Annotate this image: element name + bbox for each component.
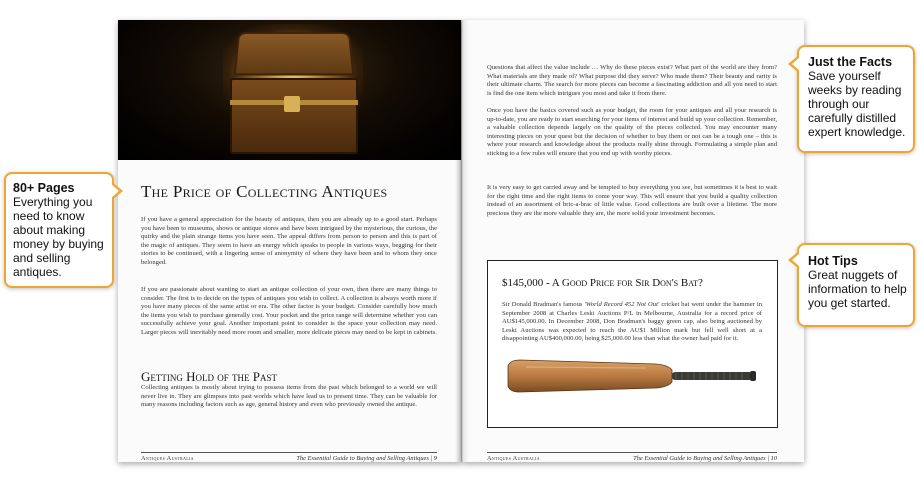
cricket-bat-image <box>506 356 758 396</box>
right-page <box>462 20 804 462</box>
patience-paragraph: It is very easy to get carried away and be tempted to buy everything you see, but sometimes it is best to wait for the right time and the right items to come your way. This will ensure that you build a quality collection instead of an assortment of bric-a-brac of little value. Good collections are built over a lifetime. The more precious they are the more valuable they are, the more solid your investment becomes. <box>487 184 777 217</box>
footer-brand: Antiques Australia <box>487 455 540 462</box>
article-text: Sir Donald Bradman's famous 'World Record 452 Not Out' cricket bat went under the hammer in September 2008 at Charles Leski Auctions P/L in Melbourne, Australia for a record price of AU$145,000.00. In December 2008, Don Bradman's baggy green cap, also being auctioned by Leski Auctions was expected to reach the AU$1 Million mark but fell well short at a disappointing AU$400,000.00, being $25,000.00 less than what the owner had paid for it. <box>502 301 762 343</box>
bradman-bat-article <box>487 260 778 428</box>
callout-just-the-facts <box>797 45 915 153</box>
intro-paragraph: If you have a general appreciation for the beauty of antiques, then you are already up to a good start. Perhaps you have been to museums, shows or antique stores and have been intrigued by the mysterious, the curious, the quirky and the plain strange items you have seen. The appeal differs from person to person and this is part of the magic of antiques. They seem to have an energy which speaks to people in various ways, begging for their stories to be continued, with a lingering sense of anonymity of where they have been and to whom they once belonged. <box>141 216 437 266</box>
value-questions-paragraph: Questions that affect the value include … Why do these pieces exist? What part of the world are they from? What materials are they made of? What purpose did they serve? Who made them? Their beauty and rarity is their ultimate charm. The search for more pieces can become a fascinating addiction and all you need to start is find the one item which intrigues you most and take it from there. <box>487 64 777 97</box>
footer-brand: Antiques Australia <box>141 455 194 462</box>
page-footer <box>487 452 777 467</box>
footer-guide-title: The Essential Guide to Buying and Selling Antiques | 10 <box>633 455 777 462</box>
callout-body: Everything you need to know about making money by buying and selling antiques. <box>13 195 104 279</box>
callout-title: 80+ Pages <box>13 181 75 195</box>
callout-body: Great nuggets of information to help you get started. <box>808 268 907 310</box>
callout-title: Hot Tips <box>808 254 858 268</box>
collection-paragraph: If you are passionate about wanting to start an antique collection of your own, then there are many things to consider. The first is to decide on the types of antiques you wish to collect. A collection is always worth more if you have many pieces of the same artist or era. The other factor is your budget. Consider carefully how much the items you wish to purchase generally cost. Your pocket and the price range will determine whether you can successfully achieve your goal. Another important point to consider is the space your collection may need. Larger pieces will inevitably need more room and smaller, more delicate pieces may need to be kept in cabinets. <box>141 286 437 336</box>
left-page <box>118 20 461 462</box>
past-paragraph: Collecting antiques is mostly about trying to possess items from the past which belonged to a world we will never live in. They are glimpses into past worlds which have lead us to present time. They can be valuable for many reasons including factors such as age, general history and even who previously owned the antique. <box>141 384 437 409</box>
callout-hot-tips <box>797 243 915 327</box>
article-title: $145,000 - A Good Price for Sir Don's Bat? <box>502 277 703 289</box>
basics-paragraph: Once you have the basics covered such as your budget, the room for your antiques and all your research is up-to-date, you are ready to start searching for your items of interest and build up your collection. Remember, a valuable collection depends largely on the quality of the pieces collected. You may encounter many interesting pieces on your quest but the decision of whether to buy them or not can be a tough one – this is where your research and knowledge about the products really shine through. Formulating a simple plan and sticking to a few rules will ensure that you end up with worthy pieces. <box>487 107 777 157</box>
section-heading: Getting Hold of the Past <box>141 369 277 384</box>
treasure-chest-image <box>118 20 461 160</box>
page-footer <box>141 452 437 467</box>
page-title: The Price of Collecting Antiques <box>141 182 388 201</box>
callout-page-count <box>4 172 114 288</box>
callout-body: Save yourself weeks by reading through our carefully distilled expert knowledge. <box>808 69 906 139</box>
callout-title: Just the Facts <box>808 55 893 69</box>
footer-guide-title: The Essential Guide to Buying and Selling Antiques | 9 <box>296 455 437 462</box>
